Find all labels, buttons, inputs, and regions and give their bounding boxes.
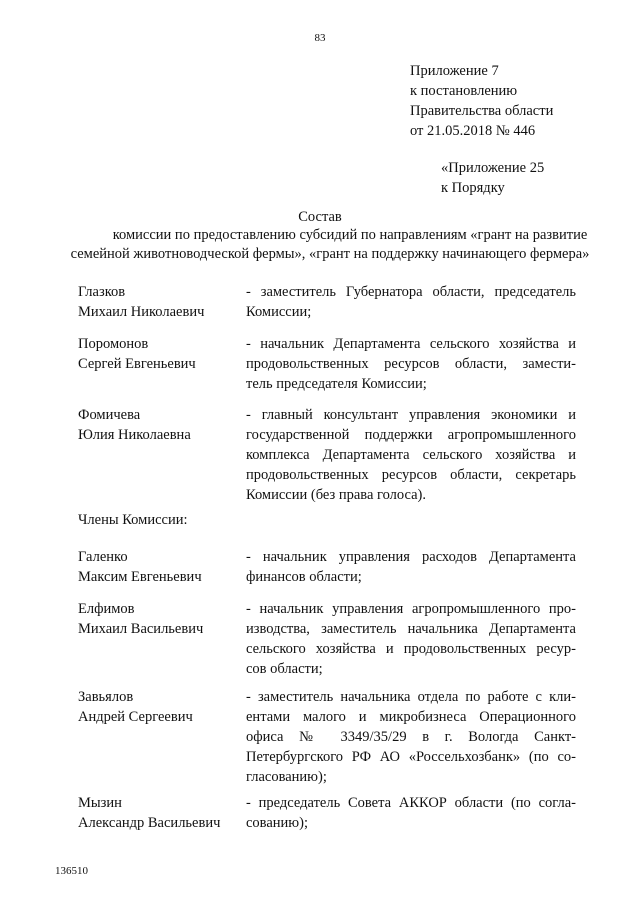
subtitle-line: семейной животноводческой фермы», «грант на поддержку начинающего фермера» (70, 246, 590, 262)
appendix-line: Приложение 7 (410, 63, 499, 79)
page-number: 83 (314, 32, 326, 44)
role-line: сов области; (246, 661, 323, 677)
person-name (78, 547, 238, 587)
role-line: гласованию); (246, 769, 327, 785)
person-name (78, 282, 238, 322)
person-given-name: Михаил Васильевич (78, 621, 204, 637)
role-line: тель председателя Комиссии; (246, 376, 427, 392)
role-line: - председатель Совета АККОР области (по согла- (246, 795, 576, 811)
appendix-block (410, 61, 553, 141)
members-label: Члены Комиссии: (78, 512, 188, 528)
person-surname: Мызин (78, 795, 122, 811)
person-role (246, 793, 576, 833)
role-line: - начальник Департамента сельского хозяйства и (246, 336, 576, 352)
person-name (78, 599, 238, 639)
role-line: - заместитель начальника отдела по работе с кли- (246, 689, 576, 705)
role-line: офиса № 3349/35/29 в г. Вологда Санкт- (246, 729, 576, 745)
person-name (78, 793, 238, 833)
person-surname: Фомичева (78, 407, 141, 423)
person-surname: Глазков (78, 284, 126, 300)
appendix-sub-block (441, 158, 544, 198)
appendix-line: от 21.05.2018 № 446 (410, 123, 536, 139)
person-given-name: Александр Васильевич (78, 815, 221, 831)
role-line: - главный консультант управления экономики и (246, 407, 576, 423)
role-line: сельского хозяйства и продовольственных ресур- (246, 641, 576, 657)
person-given-name: Михаил Николаевич (78, 304, 205, 320)
person-given-name: Максим Евгеньевич (78, 569, 202, 585)
role-line: Комиссии; (246, 304, 312, 320)
role-line: Петербургского РФ АО «Россельхозбанк» (по со- (246, 749, 576, 765)
person-given-name: Сергей Евгеньевич (78, 356, 196, 372)
person-role (246, 282, 576, 322)
person-given-name: Андрей Сергеевич (78, 709, 193, 725)
role-line: Комиссии (без права голоса). (246, 487, 427, 503)
role-line: - начальник управления расходов Департамента (246, 549, 576, 565)
person-role (246, 599, 576, 679)
role-line: сованию); (246, 815, 308, 831)
role-line: продовольственных ресурсов области, секретарь (246, 467, 576, 483)
role-line: - начальник управления агропромышленного про- (246, 601, 576, 617)
footer-code: 136510 (55, 865, 88, 877)
appendix-line: к постановлению (410, 83, 518, 99)
role-line: государственной поддержки агропромышленного (246, 427, 576, 443)
appendix-sub-line: к Порядку (441, 180, 505, 196)
role-line: комплекса Департамента сельского хозяйства и (246, 447, 576, 463)
person-surname: Завьялов (78, 689, 134, 705)
person-given-name: Юлия Николаевна (78, 427, 191, 443)
role-line: продовольственных ресурсов области, замести- (246, 356, 576, 372)
person-role (246, 405, 576, 505)
person-role (246, 547, 576, 587)
person-name (78, 334, 238, 374)
person-role (246, 334, 576, 394)
person-name (78, 405, 238, 445)
appendix-sub-line: «Приложение 25 (441, 160, 545, 176)
document-subtitle (50, 226, 610, 264)
person-surname: Галенко (78, 549, 128, 565)
person-role (246, 687, 576, 787)
person-surname: Елфимов (78, 601, 135, 617)
person-name (78, 687, 238, 727)
document-title: Состав (298, 209, 342, 225)
person-surname: Поромонов (78, 336, 149, 352)
role-line: ентами малого и микробизнеса Операционного (246, 709, 576, 725)
role-line: - заместитель Губернатора области, председатель (246, 284, 576, 300)
appendix-line: Правительства области (410, 103, 554, 119)
subtitle-line: комиссии по предоставлению субсидий по направлениям «грант на развитие (112, 227, 588, 243)
role-line: финансов области; (246, 569, 362, 585)
role-line: изводства, заместитель начальника Департамента (246, 621, 576, 637)
